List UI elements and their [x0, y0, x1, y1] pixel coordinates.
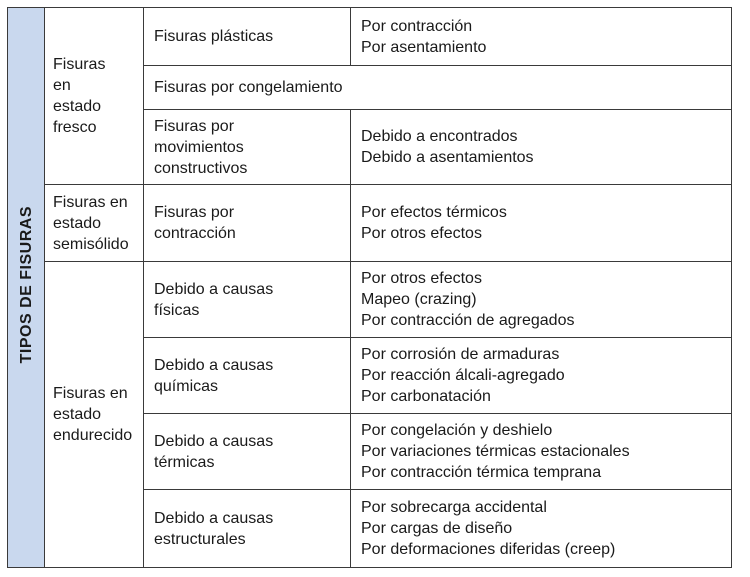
state-line: endurecido: [53, 427, 133, 444]
state-cell-semisolid: [45, 185, 144, 262]
subtype-line: Debido a encontrados: [361, 128, 518, 145]
category-line: Fisuras plásticas: [154, 28, 274, 45]
category-line: constructivos: [154, 159, 248, 177]
state-line: en: [53, 77, 71, 94]
crack-types-table: [7, 7, 732, 568]
subtype-line: Por asentamiento: [361, 38, 487, 56]
category-line: térmicas: [154, 453, 215, 471]
subtype-line: Por cargas de diseño: [361, 520, 513, 537]
category-line: Debido a causas: [154, 509, 274, 527]
subtype-line: Mapeo (crazing): [361, 291, 477, 308]
category-cell: [144, 110, 351, 185]
subtype-line: Por deformaciones diferidas (creep): [361, 541, 616, 558]
subtype-cell: [351, 110, 732, 185]
table-row: [8, 185, 732, 262]
crack-types-table-wrapper: [7, 7, 732, 568]
state-line: fresco: [53, 119, 97, 136]
category-line: contracción: [154, 225, 236, 242]
state-cell-hardened: [45, 262, 144, 568]
category-cell: [144, 414, 351, 490]
category-cell: [144, 262, 351, 338]
state-line: Fisuras: [53, 56, 106, 73]
category-cell: [144, 338, 351, 414]
category-line: Debido a causas: [154, 280, 274, 298]
category-line: Debido a causas: [154, 356, 274, 374]
state-line: Fisuras en: [53, 193, 128, 211]
category-line: Fisuras por: [154, 117, 235, 135]
state-line: estado: [53, 406, 102, 423]
subtype-cell: [351, 338, 732, 414]
state-line: estado: [53, 98, 102, 115]
table-title-cell: [8, 8, 45, 568]
subtype-line: Por reacción álcali-agregado: [361, 367, 565, 384]
subtype-line: Debido a asentamientos: [361, 149, 534, 166]
category-cell: [144, 490, 351, 568]
category-cell-wide: [144, 66, 732, 110]
category-cell: [144, 8, 351, 66]
state-line: Fisuras en: [53, 385, 128, 402]
subtype-cell: [351, 185, 732, 262]
state-line: semisólido: [53, 235, 129, 253]
subtype-cell: [351, 262, 732, 338]
subtype-line: Por contracción térmica temprana: [361, 464, 602, 481]
subtype-cell: [351, 490, 732, 568]
category-line: Debido a causas: [154, 432, 274, 450]
subtype-line: Por contracción de agregados: [361, 312, 575, 329]
table-row: [8, 262, 732, 338]
table-row: [8, 8, 732, 66]
category-cell: [144, 185, 351, 262]
subtype-line: Por carbonatación: [361, 388, 491, 405]
subtype-cell: [351, 8, 732, 66]
category-line: Fisuras por congelamiento: [154, 79, 343, 96]
state-line: estado: [53, 214, 102, 232]
subtype-line: Por otros efectos: [361, 270, 482, 287]
subtype-line: Por contracción: [361, 17, 473, 35]
subtype-line: Por corrosión de armaduras: [361, 346, 560, 363]
state-cell-fresh: [45, 8, 144, 185]
category-line: químicas: [154, 377, 219, 395]
category-line: movimientos: [154, 138, 244, 156]
subtype-line: Por otros efectos: [361, 225, 482, 242]
subtype-line: Por sobrecarga accidental: [361, 499, 547, 516]
table-title: TIPOS DE FISURAS: [17, 205, 35, 364]
subtype-cell: [351, 414, 732, 490]
subtype-line: Por congelación y deshielo: [361, 422, 553, 439]
category-line: estructurales: [154, 530, 246, 548]
category-line: físicas: [154, 301, 200, 319]
category-line: Fisuras por: [154, 204, 235, 221]
subtype-line: Por efectos térmicos: [361, 204, 507, 221]
subtype-line: Por variaciones térmicas estacionales: [361, 443, 630, 460]
